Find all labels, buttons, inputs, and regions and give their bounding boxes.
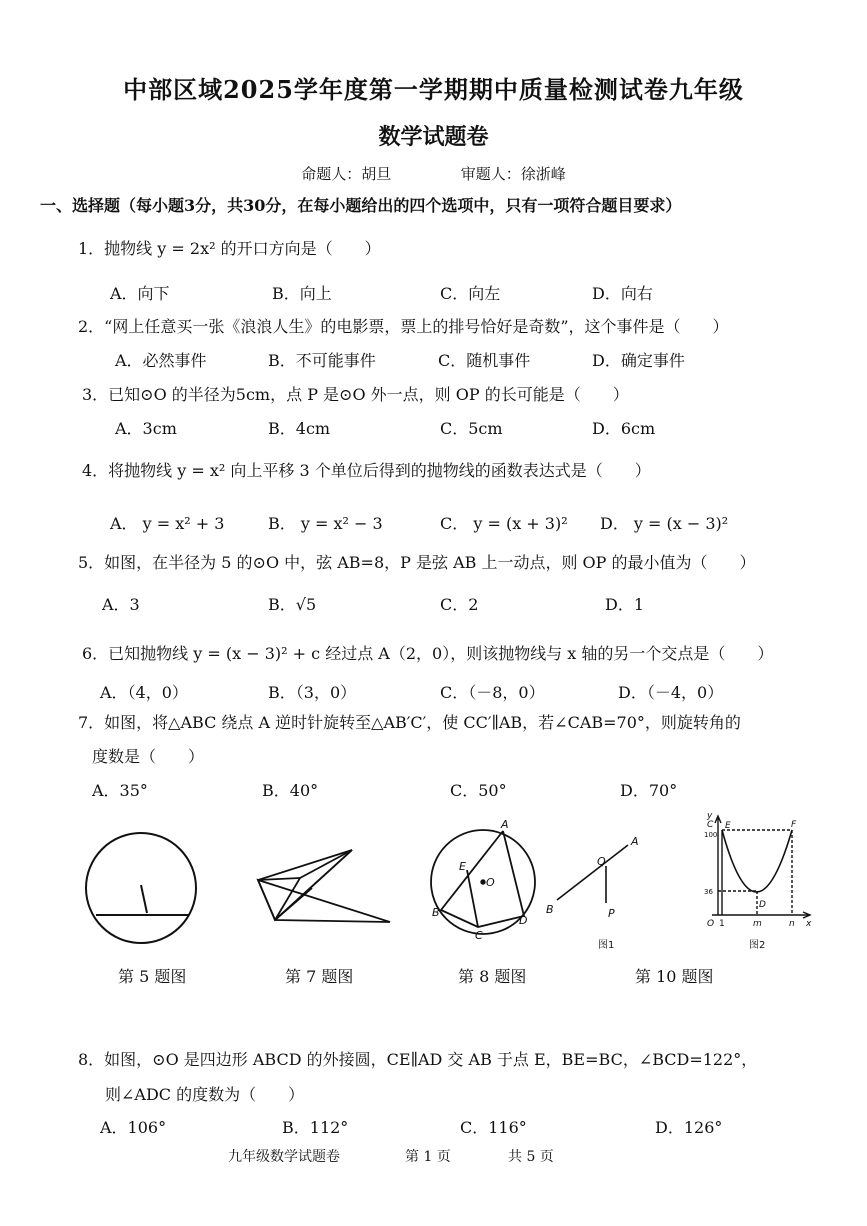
fig10a-caption: 图1 (598, 940, 615, 951)
option: D． y = (x − 3)² (600, 514, 729, 533)
option: A．3 (102, 595, 140, 614)
fig10b-label-100: 100 (704, 831, 718, 839)
fig10b-label-C: C (707, 820, 714, 830)
option: B．4cm (268, 419, 331, 438)
fig10b-label-n: n (789, 919, 795, 929)
option: B．向上 (272, 284, 332, 303)
fig10b-label-36: 36 (704, 888, 713, 896)
authors-line (0, 163, 867, 184)
fig10b-label-D: D (759, 900, 766, 910)
fig10b-label-x: x (806, 919, 812, 929)
fig10b-label-1: 1 (719, 919, 725, 929)
reviewer: 审题人：徐浙峰 (460, 165, 566, 183)
fig10b-caption: 图2 (749, 940, 766, 951)
fig8-caption: 第 8 题图 (458, 967, 527, 986)
question-stem-cont: 度数是（ ） (92, 747, 205, 766)
question-stem: 4．将抛物线 y = x² 向上平移 3 个单位后得到的抛物线的函数表达式是（ ） (82, 461, 651, 480)
option: B．40° (262, 781, 319, 800)
fig10-caption: 第 10 题图 (635, 967, 714, 986)
option: B．（3，0） (268, 683, 357, 702)
option: B．不可能事件 (268, 351, 376, 370)
fig10b-label-F: F (791, 820, 797, 830)
fig5-caption: 第 5 题图 (118, 967, 187, 986)
question-stem: 5．如图，在半径为 5 的⊙O 中，弦 AB=8，P 是弦 AB 上一动点，则 OP 的最小值为（ ） (78, 553, 756, 572)
option: C． y = (x + 3)² (440, 514, 568, 533)
option: A．35° (92, 781, 148, 800)
option: A． y = x² + 3 (110, 514, 225, 533)
option: D．1 (605, 595, 645, 614)
question-stem: 1．抛物线 y = 2x² 的开口方向是（ ） (78, 239, 381, 258)
option: D．6cm (592, 419, 656, 438)
option: D．（－4，0） (618, 683, 724, 702)
question-stem: 7．如图，将△ABC 绕点 A 逆时针旋转至△AB′C′，使 CC′∥AB，若∠CAB=70°，则旋转角的 (78, 713, 741, 732)
setter: 命题人：胡旦 (301, 165, 392, 183)
fig8-label-D: D (519, 914, 528, 927)
option: D．70° (620, 781, 678, 800)
fig10b-label-m: m (753, 919, 762, 929)
fig7-diagram (258, 850, 390, 922)
fig10a-label-B: B (546, 903, 554, 916)
exam-title: 中部区域2025学年度第一学期期中质量检测试卷九年级 (123, 75, 744, 104)
option: C．随机事件 (438, 351, 531, 370)
option: C．（－8，0） (440, 683, 545, 702)
fig10b-label-O: O (707, 919, 715, 929)
question-stem: 8．如图，⊙O 是四边形 ABCD 的外接圆，CE∥AD 交 AB 于点 E，BE=BC，∠BCD=122°， (78, 1050, 758, 1069)
fig8-label-A: A (501, 818, 509, 831)
option: B．√5 (268, 595, 317, 614)
fig8-label-E: E (459, 860, 466, 873)
footer-title: 九年级数学试题卷 (228, 1149, 340, 1165)
fig8-label-C: C (475, 929, 483, 942)
option: A．（4，0） (100, 683, 188, 702)
exam-subtitle: 数学试题卷 (378, 124, 489, 150)
question-stem-cont: 则∠ADC 的度数为（ ） (105, 1085, 305, 1104)
option: B．112° (282, 1118, 349, 1137)
option: A．必然事件 (115, 351, 207, 370)
option: A．向下 (110, 284, 170, 303)
fig10b-label-E: E (725, 821, 731, 831)
fig7-caption: 第 7 题图 (285, 967, 354, 986)
footer-total: 共 5 页 (508, 1149, 554, 1165)
question-stem: 6．已知抛物线 y = (x − 3)² + c 经过点 A（2，0），则该抛物线与 x 轴的另一个交点是（ ） (82, 644, 774, 663)
fig8-label-O: O (486, 876, 495, 889)
option: B． y = x² − 3 (268, 514, 383, 533)
fig8-label-B: B (432, 906, 440, 919)
option: A．106° (100, 1118, 167, 1137)
option: D．向右 (592, 284, 653, 303)
option: C．50° (450, 781, 507, 800)
fig10b-label-y: y (707, 811, 713, 821)
fig10a-label-Q: Q (597, 855, 606, 868)
option: C．5cm (440, 419, 503, 438)
option: D．确定事件 (592, 351, 685, 370)
fig5-diagram (86, 833, 196, 943)
fig10a-label-P: P (608, 907, 615, 920)
option: C．向左 (440, 284, 501, 303)
question-stem: 2．“网上任意买一张《浪浪人生》的电影票，票上的排号恰好是奇数”，这个事件是（ ） (78, 317, 729, 336)
option: C．116° (460, 1118, 527, 1137)
fig10a-label-A: A (631, 835, 639, 848)
section-heading: 一、选择题（每小题3分，共30分，在每小题给出的四个选项中，只有一项符合题目要求） (40, 196, 682, 215)
fig10a-diagram (557, 845, 628, 903)
option: C．2 (440, 595, 479, 614)
question-stem: 3．已知⊙O 的半径为5cm，点 P 是⊙O 外一点，则 OP 的长可能是（ ） (82, 385, 629, 404)
option: D．126° (655, 1118, 723, 1137)
option: A．3cm (115, 419, 177, 438)
figures-row (0, 810, 867, 960)
footer-page: 第 1 页 (405, 1149, 451, 1165)
